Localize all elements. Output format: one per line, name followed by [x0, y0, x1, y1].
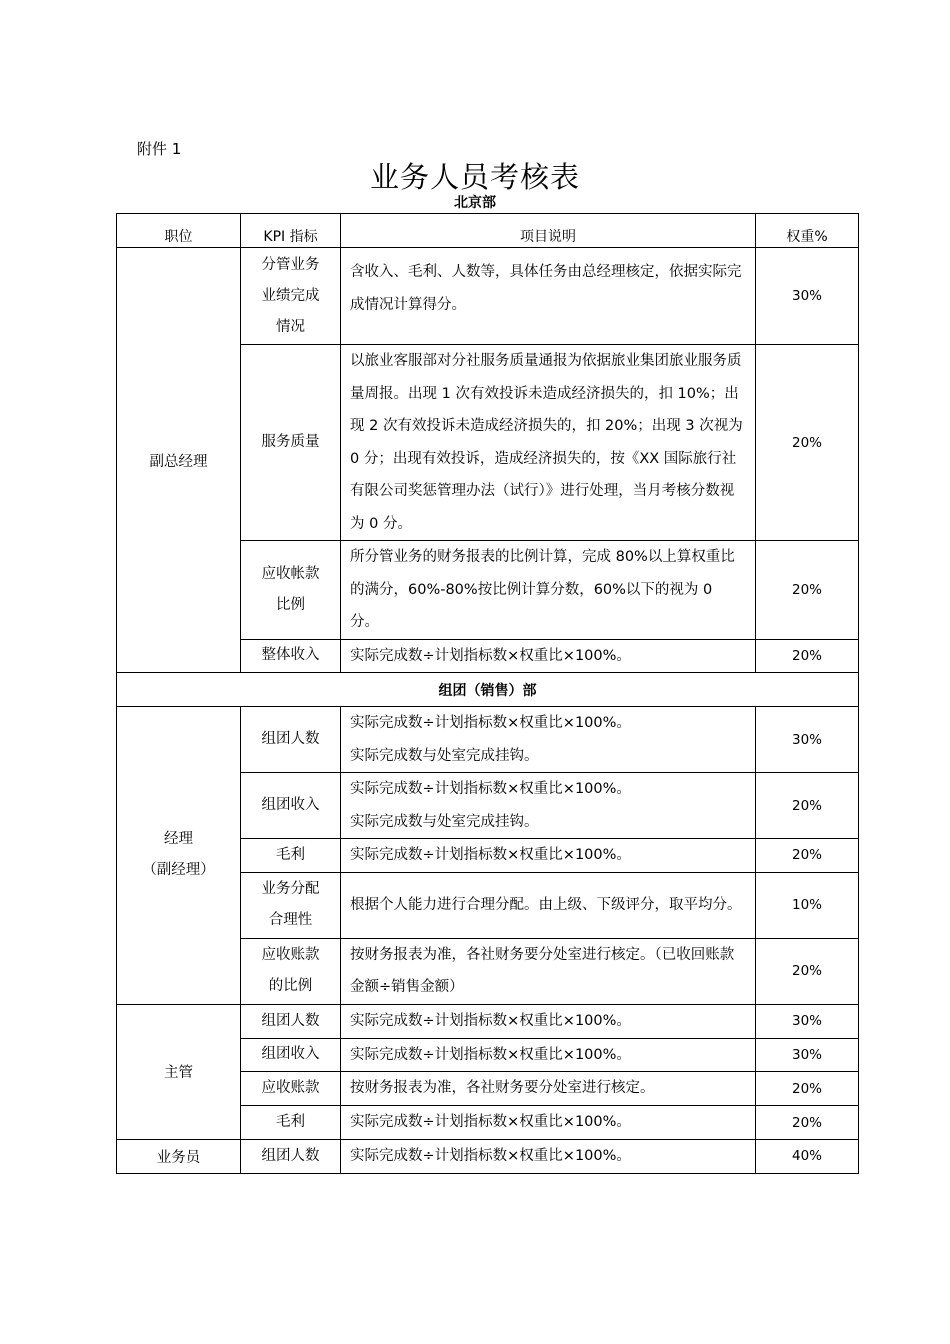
- page-title: 业务人员考核表: [369, 160, 580, 194]
- description-cell: 按财务报表为准，各社财务要分处室进行核定。（已收回账款金额÷销售金额）: [341, 938, 756, 1004]
- header-weight: 权重%: [756, 214, 859, 248]
- kpi-cell: 整体收入: [241, 639, 341, 673]
- kpi-cell: 服务质量: [241, 345, 341, 541]
- header-row: [117, 214, 859, 248]
- assessment-table: [116, 213, 859, 1174]
- table-row: [117, 1004, 859, 1038]
- weight-cell: 20%: [756, 541, 859, 640]
- weight-cell: 40%: [756, 1140, 859, 1174]
- kpi-cell: 组团人数: [241, 707, 341, 773]
- description-cell: 实际完成数÷计划指标数×权重比×100%。 实际完成数与处室完成挂钩。: [341, 707, 756, 773]
- position-cell: 经理 （副经理）: [117, 707, 241, 1005]
- description-cell: 实际完成数÷计划指标数×权重比×100%。: [341, 1004, 756, 1038]
- weight-cell: 30%: [756, 248, 859, 345]
- description-cell: 按财务报表为准，各社财务要分处室进行核定。: [341, 1072, 756, 1106]
- weight-cell: 20%: [756, 345, 859, 541]
- weight-cell: 20%: [756, 839, 859, 873]
- table-row: [117, 707, 859, 773]
- table-row: [117, 248, 859, 345]
- kpi-cell: 应收账款: [241, 1072, 341, 1106]
- kpi-cell: 业务分配合理性: [241, 872, 341, 938]
- weight-cell: 20%: [756, 1072, 859, 1106]
- kpi-cell: 组团人数: [241, 1004, 341, 1038]
- department-subtitle: 北京部: [454, 195, 496, 211]
- position-cell: 业务员: [117, 1140, 241, 1174]
- description-cell: 含收入、毛利、人数等，具体任务由总经理核定，依据实际完成情况计算得分。: [341, 248, 756, 345]
- description-cell: 实际完成数÷计划指标数×权重比×100%。: [341, 639, 756, 673]
- header-kpi: KPI 指标: [241, 214, 341, 248]
- header-description: 项目说明: [341, 214, 756, 248]
- kpi-cell: 分管业务业绩完成情况: [241, 248, 341, 345]
- weight-cell: 30%: [756, 1004, 859, 1038]
- kpi-cell: 组团收入: [241, 773, 341, 839]
- table-row: [117, 1140, 859, 1174]
- weight-cell: 10%: [756, 872, 859, 938]
- kpi-cell: 组团收入: [241, 1038, 341, 1072]
- description-cell: 以旅业客服部对分社服务质量通报为依据旅业集团旅业服务质量周报。出现 1 次有效投诉未造成经济损失的，扣 10%；出现 2 次有效投诉未造成经济损失的，扣 20%；出现 3 次视为 0 分；出现有效投诉，造成经济损失的，按《XX 国际旅行社有限公司奖惩管理办法（试行）》进行处理，当月考核分数视为 0 分。: [341, 345, 756, 541]
- weight-cell: 20%: [756, 938, 859, 1004]
- kpi-cell: 毛利: [241, 839, 341, 873]
- section-row: [117, 673, 859, 707]
- header-position: 职位: [117, 214, 241, 248]
- weight-cell: 20%: [756, 1106, 859, 1140]
- kpi-cell: 应收账款的比例: [241, 938, 341, 1004]
- description-cell: 实际完成数÷计划指标数×权重比×100%。: [341, 839, 756, 873]
- attachment-label: 附件 1: [137, 140, 182, 158]
- position-cell: 副总经理: [117, 248, 241, 673]
- description-cell: 实际完成数÷计划指标数×权重比×100%。: [341, 1038, 756, 1072]
- weight-cell: 30%: [756, 707, 859, 773]
- kpi-cell: 应收帐款比例: [241, 541, 341, 640]
- description-cell: 实际完成数÷计划指标数×权重比×100%。: [341, 1106, 756, 1140]
- kpi-cell: 组团人数: [241, 1140, 341, 1174]
- position-cell: 主管: [117, 1004, 241, 1140]
- description-cell: 根据个人能力进行合理分配。由上级、下级评分，取平均分。: [341, 872, 756, 938]
- weight-cell: 20%: [756, 639, 859, 673]
- description-cell: 所分管业务的财务报表的比例计算，完成 80%以上算权重比的满分，60%-80%按比例计算分数，60%以下的视为 0 分。: [341, 541, 756, 640]
- kpi-cell: 毛利: [241, 1106, 341, 1140]
- weight-cell: 20%: [756, 773, 859, 839]
- description-cell: 实际完成数÷计划指标数×权重比×100%。: [341, 1140, 756, 1174]
- section-title: 组团（销售）部: [117, 673, 859, 707]
- weight-cell: 30%: [756, 1038, 859, 1072]
- description-cell: 实际完成数÷计划指标数×权重比×100%。 实际完成数与处室完成挂钩。: [341, 773, 756, 839]
